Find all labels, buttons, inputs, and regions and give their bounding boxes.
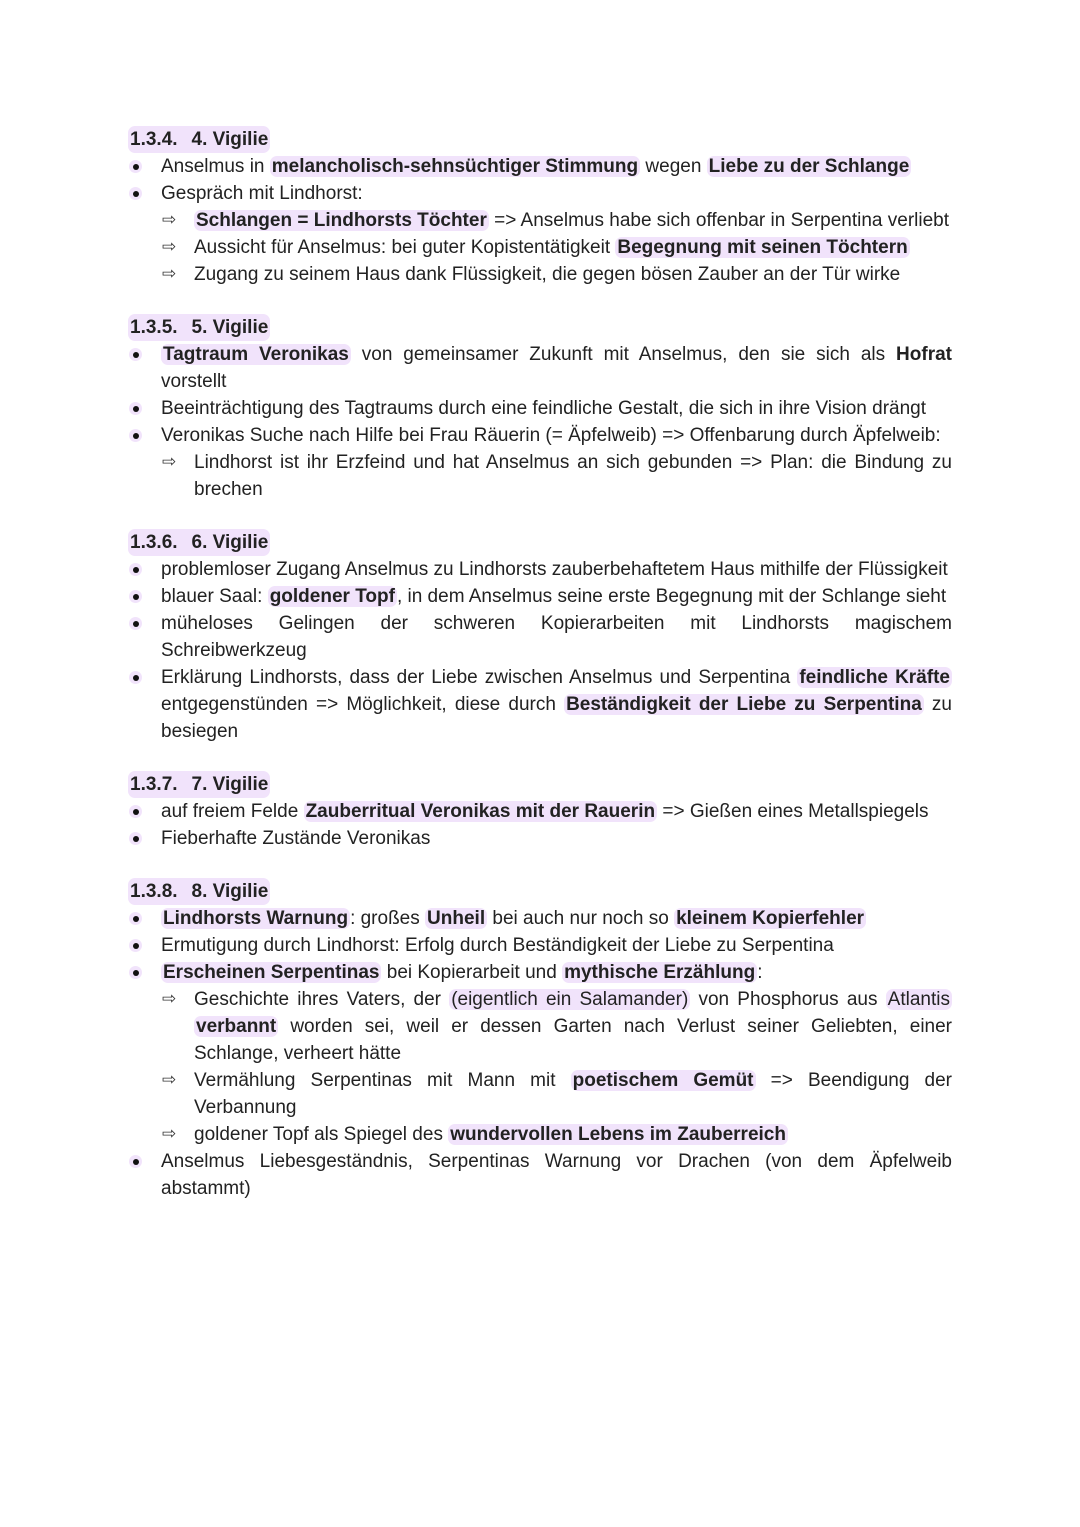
arrow-icon: ⇨ (162, 264, 177, 284)
section-heading: 1.3.4. 4. Vigilie (128, 126, 270, 153)
list-item: Erscheinen Serpentinas bei Kopierarbeit und mythische Erzählung : (128, 959, 952, 986)
list-item: Ermutigung durch Lindhorst: Erfolg durch Beständigkeit der Liebe zu Serpentina (128, 932, 952, 959)
section-heading: 1.3.7. 7. Vigilie (128, 771, 270, 798)
list-item: Fieberhafte Zustände Veronikas (128, 825, 952, 852)
list-item: problemloser Zugang Anselmus zu Lindhorsts zauberbehaftetem Haus mithilfe der Flüssigkeit (128, 556, 952, 583)
arrow-icon: ⇨ (162, 1070, 177, 1090)
sub-list-item: ⇨ Zugang zu seinem Haus dank Flüssigkeit, die gegen bösen Zauber an der Tür wirke (128, 261, 952, 288)
section-heading: 1.3.5. 5. Vigilie (128, 314, 270, 341)
arrow-icon: ⇨ (162, 210, 177, 230)
sub-list-item: ⇨ Geschichte ihres Vaters, der (eigentlich ein Salamander) von Phosphorus aus Atlantis verbannt worden sei, weil er dessen Garten nach Verlust seiner Geliebten, einer Schlange, verheert hätte (128, 986, 952, 1067)
section-4-vigilie (128, 126, 952, 288)
list-item: Beeinträchtigung des Tagtraums durch eine feindliche Gestalt, die sich in ihre Vision drängt (128, 395, 952, 422)
arrow-icon: ⇨ (162, 989, 177, 1009)
arrow-icon: ⇨ (162, 1124, 177, 1144)
list-item: Erklärung Lindhorsts, dass der Liebe zwischen Anselmus und Serpentina feindliche Kräfte entgegenstünden => Möglichkeit, diese durch Beständigkeit der Liebe zu Serpentina zu besiegen (128, 664, 952, 745)
list-item: Tagtraum Veronikas von gemeinsamer Zukunft mit Anselmus, den sie sich als Hofrat vorstellt (128, 341, 952, 395)
sub-list-item: ⇨ Lindhorst ist ihr Erzfeind und hat Anselmus an sich gebunden => Plan: die Bindung zu brechen (128, 449, 952, 503)
sub-list-item: ⇨ goldener Topf als Spiegel des wundervollen Lebens im Zauberreich (128, 1121, 952, 1148)
list-item: Lindhorsts Warnung : großes Unheil bei auch nur noch so kleinem Kopierfehler (128, 905, 952, 932)
list-item: Anselmus Liebesgeständnis, Serpentinas Warnung vor Drachen (von dem Äpfelweib abstammt) (128, 1148, 952, 1202)
sub-list-item: ⇨ Schlangen = Lindhorsts Töchter => Anselmus habe sich offenbar in Serpentina verliebt (128, 207, 952, 234)
section-heading: 1.3.8. 8. Vigilie (128, 878, 270, 905)
section-6-vigilie (128, 529, 952, 745)
sub-list-item: ⇨ Aussicht für Anselmus: bei guter Kopistentätigkeit Begegnung mit seinen Töchtern (128, 234, 952, 261)
section-7-vigilie (128, 771, 952, 852)
list-item: Gespräch mit Lindhorst: (128, 180, 952, 207)
arrow-icon: ⇨ (162, 452, 177, 472)
list-item: Anselmus in melancholisch-sehnsüchtiger Stimmung wegen Liebe zu der Schlange (128, 153, 952, 180)
sub-list-item: ⇨ Vermählung Serpentinas mit Mann mit poetischem Gemüt => Beendigung der Verbannung (128, 1067, 952, 1121)
section-heading: 1.3.6. 6. Vigilie (128, 529, 270, 556)
section-8-vigilie (128, 878, 952, 1202)
list-item: Veronikas Suche nach Hilfe bei Frau Räuerin (= Äpfelweib) => Offenbarung durch Äpfelweib: (128, 422, 952, 449)
list-item: blauer Saal: goldener Topf , in dem Anselmus seine erste Begegnung mit der Schlange sieht (128, 583, 952, 610)
list-item: auf freiem Felde Zauberritual Veronikas mit der Rauerin => Gießen eines Metallspiegels (128, 798, 952, 825)
section-5-vigilie (128, 314, 952, 503)
list-item: müheloses Gelingen der schweren Kopierarbeiten mit Lindhorsts magischem Schreibwerkzeug (128, 610, 952, 664)
arrow-icon: ⇨ (162, 237, 177, 257)
